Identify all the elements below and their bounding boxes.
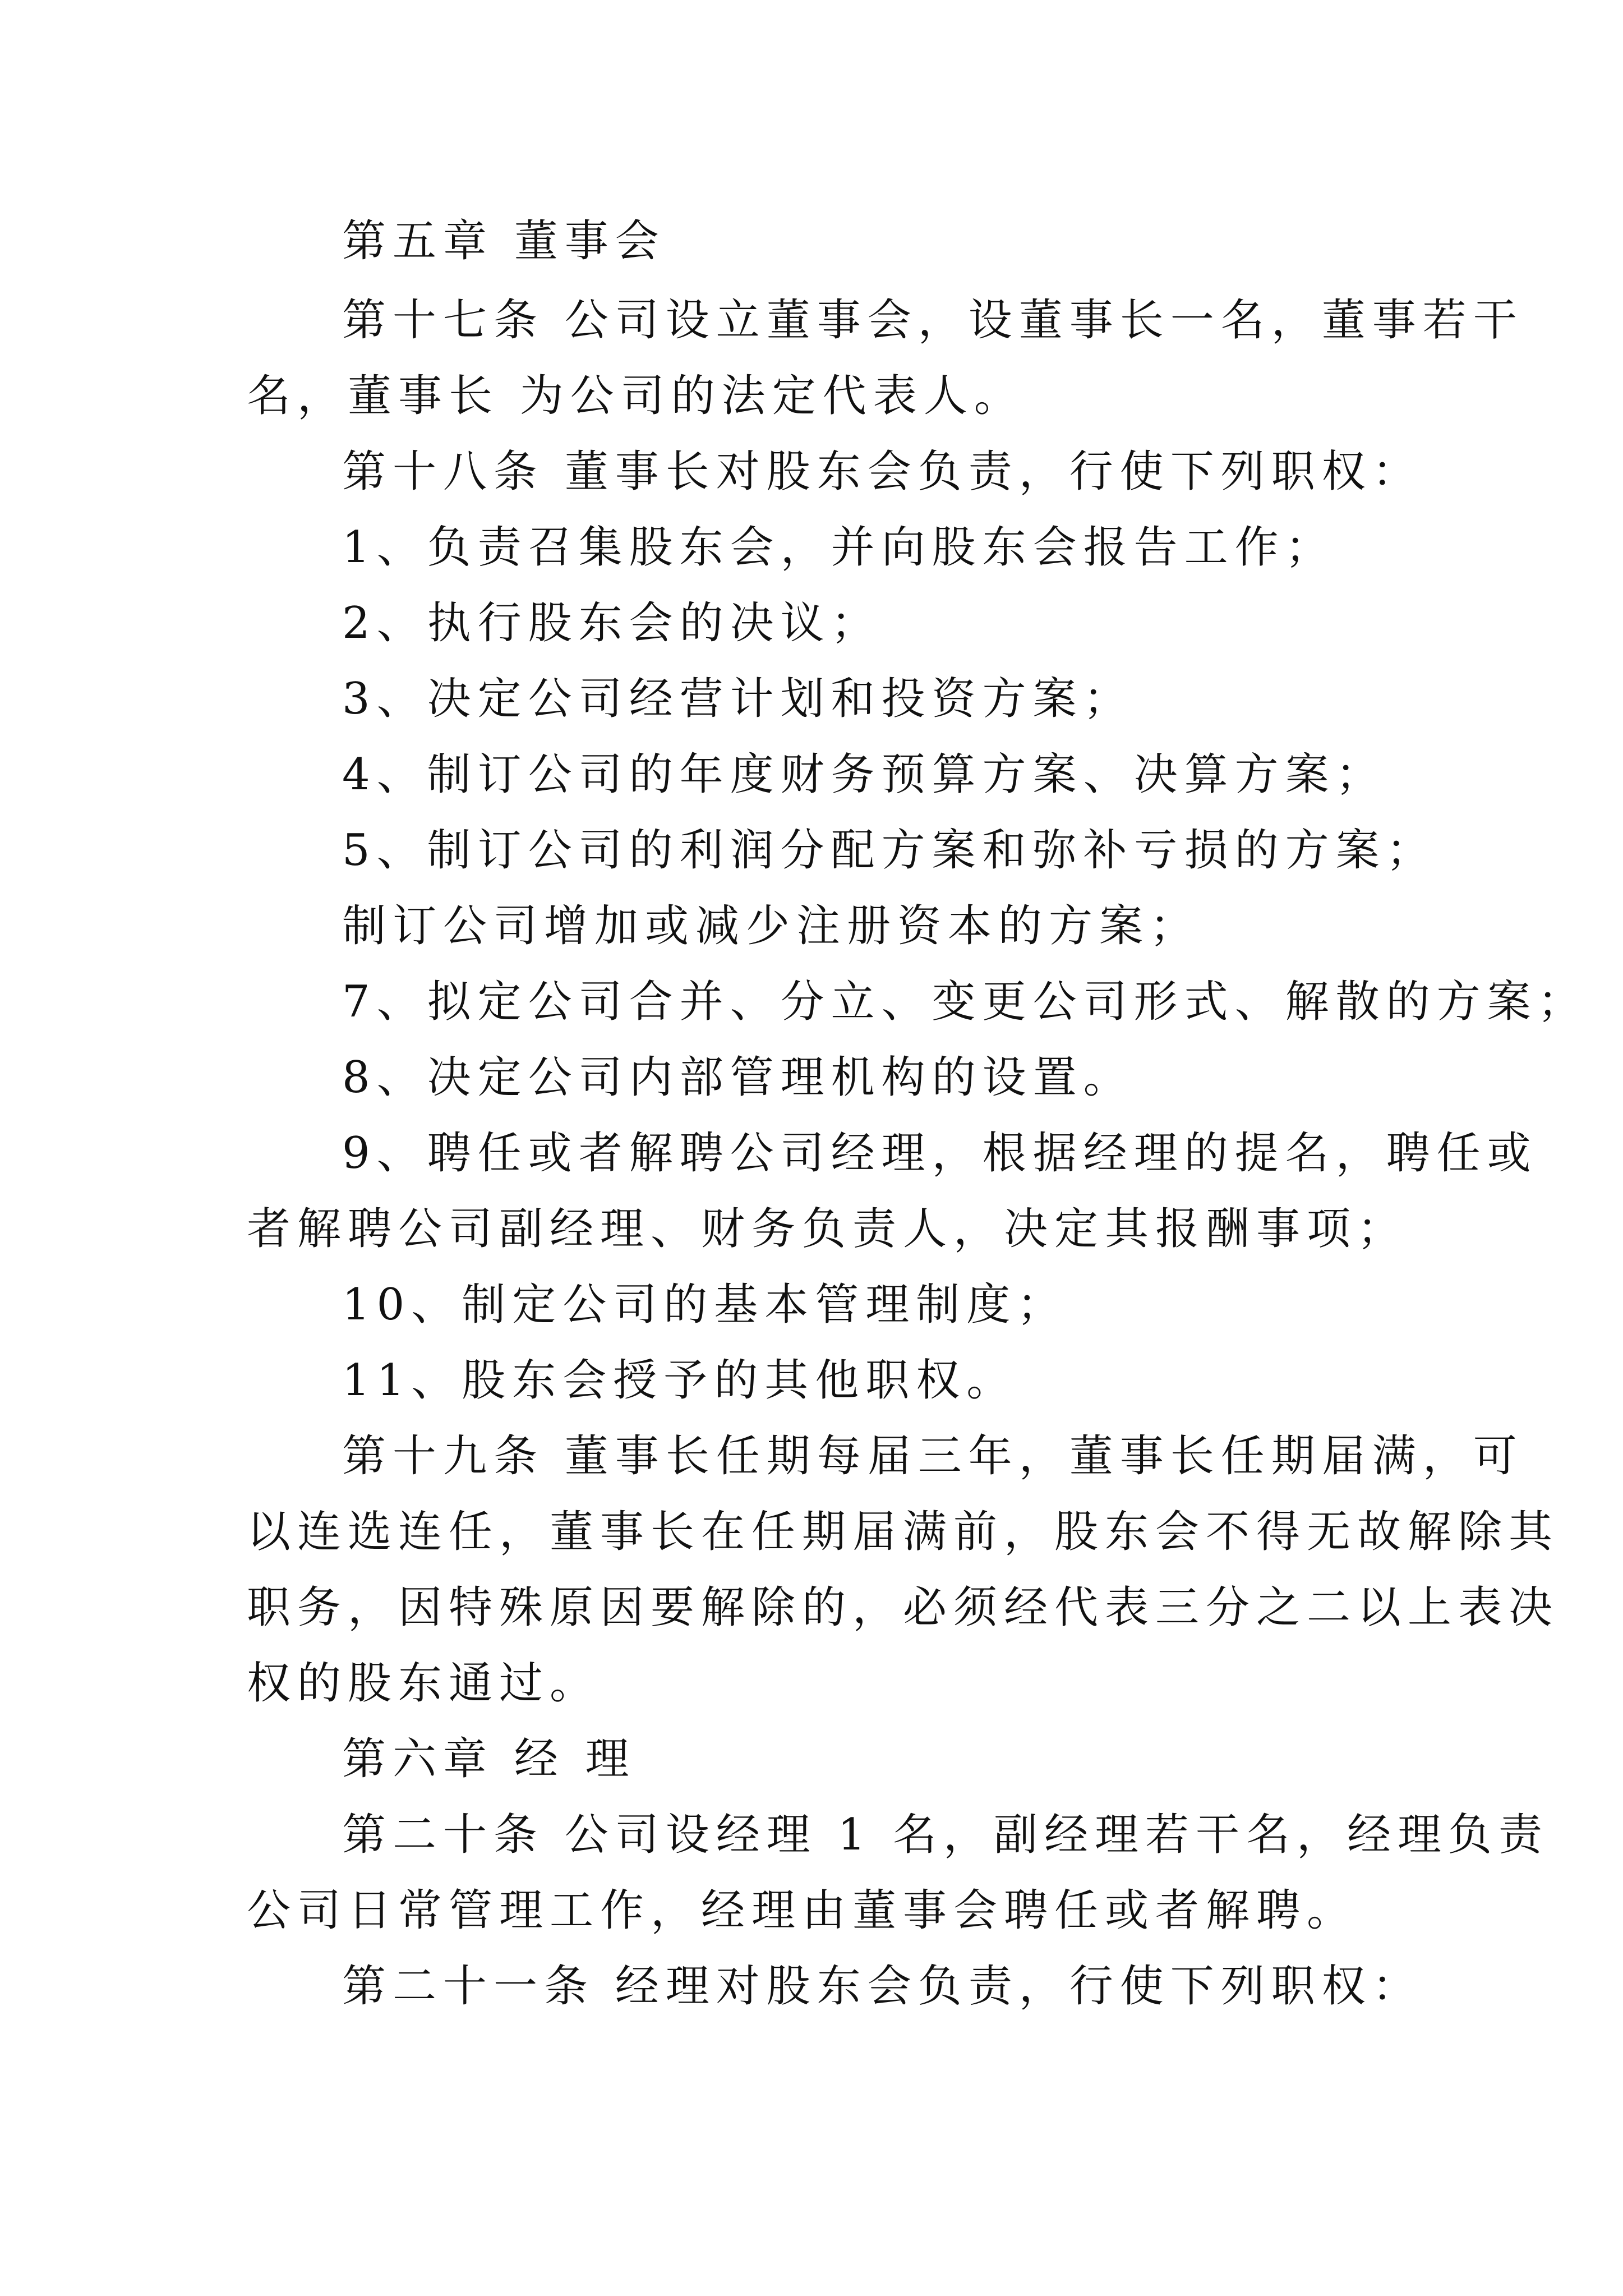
paragraph-line: 第十九条 董事长任期每届三年，董事长任期届满，可 [342, 1431, 1524, 1481]
paragraph-line: 公司日常管理工作，经理由董事会聘任或者解聘。 [247, 1885, 1358, 1936]
chapter-heading: 第六章 经 理 [342, 1734, 636, 1784]
list-item: 4、制订公司的年度财务预算方案、决算方案； [342, 749, 1386, 800]
list-item: 5、制订公司的利润分配方案和弥补亏损的方案； [342, 825, 1437, 876]
paragraph-line: 第二十条 公司设经理 1 名，副经理若干名，经理负责 [342, 1810, 1550, 1860]
list-item: 者解聘公司副经理、财务负责人，决定其报酬事项； [247, 1204, 1408, 1254]
paragraph-line: 以连选连任，董事长在任期届满前，股东会不得无故解除其 [247, 1507, 1560, 1557]
paragraph-line: 第二十一条 经理对股东会负责，行使下列职权： [342, 1961, 1423, 2012]
list-item: 7、拟定公司合并、分立、变更公司形式、解散的方案； [342, 977, 1588, 1027]
paragraph-line: 第十七条 公司设立董事会，设董事长一名，董事若干 [342, 295, 1524, 346]
list-item: 11、股东会授予的其他职权。 [342, 1355, 1017, 1406]
list-item: 3、决定公司经营计划和投资方案； [342, 674, 1134, 724]
list-item: 1、负责召集股东会，并向股东会报告工作； [342, 522, 1336, 573]
paragraph-line: 第十八条 董事长对股东会负责，行使下列职权： [342, 447, 1423, 497]
list-item: 2、执行股东会的决议； [342, 598, 882, 648]
list-item: 9、聘任或者解聘公司经理，根据经理的提名，聘任或 [342, 1128, 1538, 1179]
list-item: 制订公司增加或减少注册资本的方案； [342, 901, 1201, 951]
paragraph-line: 职务，因特殊原因要解除的，必须经代表三分之二以上表决 [247, 1582, 1560, 1633]
paragraph-line: 权的股东通过。 [247, 1658, 601, 1709]
chapter-heading: 第五章 董事会 [342, 216, 666, 266]
paragraph-line: 名，董事长 为公司的法定代表人。 [247, 371, 1025, 421]
list-item: 8、决定公司内部管理机构的设置。 [342, 1052, 1134, 1103]
list-item: 10、制定公司的基本管理制度； [342, 1280, 1068, 1330]
